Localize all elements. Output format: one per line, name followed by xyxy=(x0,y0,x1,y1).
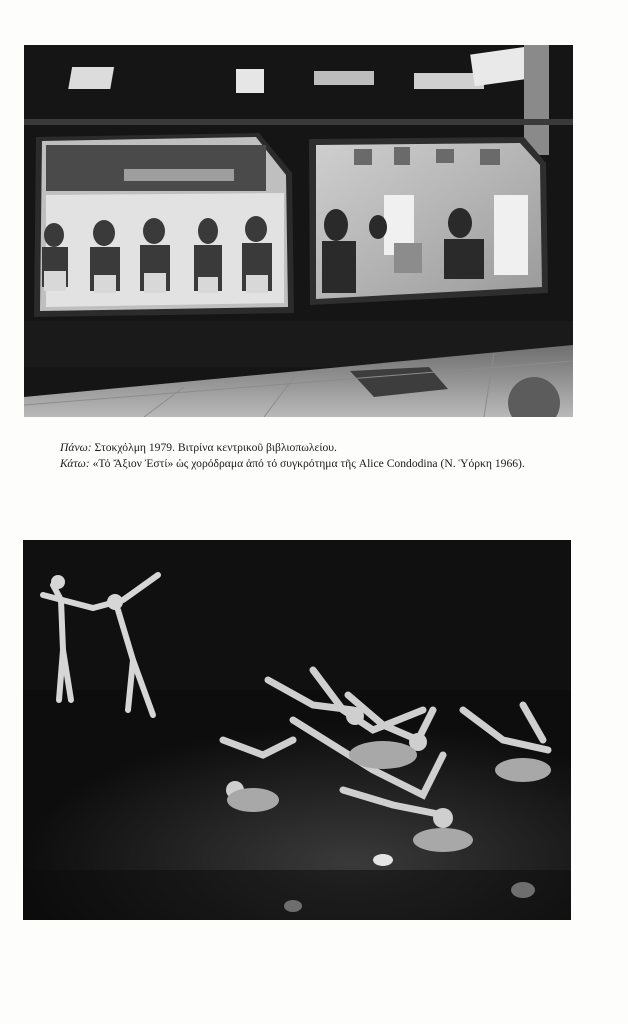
caption-top-text: Στοκχόλμη 1979. Βιτρίνα κεντρικοῦ βιβλιοπωλείου. xyxy=(91,441,337,454)
photo-bookshop-window xyxy=(24,45,573,417)
caption-top xyxy=(60,440,560,456)
caption-bottom-lead: Κάτω: xyxy=(60,457,90,470)
photo-dance-performance xyxy=(23,540,571,920)
caption-top-lead: Πάνω: xyxy=(60,441,92,454)
caption-bottom-text: «Τό Ἄξιον Ἐστί» ὡς χορόδραμα ἀπό τό συγκρότημα τῆς Alice Condodina (Ν. Ὑόρκη 1966). xyxy=(89,457,525,470)
dance-performance-image xyxy=(23,540,571,920)
bookshop-window-image xyxy=(24,45,573,417)
figure-caption xyxy=(60,440,560,472)
caption-bottom xyxy=(60,456,560,472)
